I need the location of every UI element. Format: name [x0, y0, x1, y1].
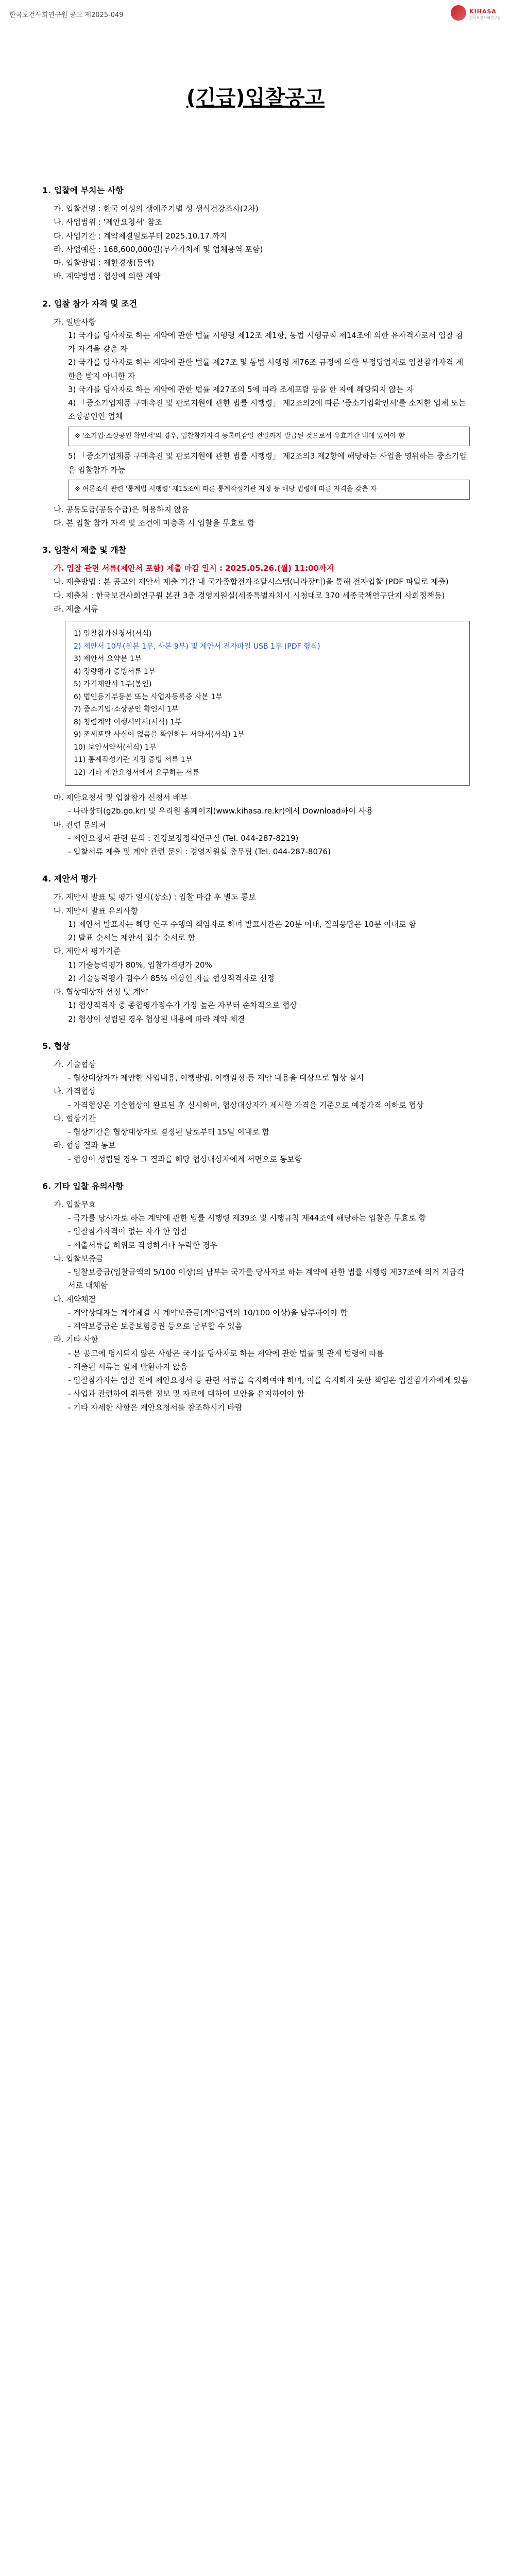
- s5-item: - 협상대상자가 제안한 사업내용, 이행방법, 이행일정 등 제안 내용을 대상으로 협상 실시: [68, 1073, 364, 1083]
- section-3-title: 3. 입찰서 제출 및 개찰: [42, 545, 127, 555]
- s3-item: 바. 관련 문의처: [54, 820, 106, 829]
- s6-item: - 제출된 서류는 일체 반환하지 않음: [68, 1362, 188, 1371]
- s1-item: 나. 사업범위 : '제안요청서' 참조: [54, 217, 163, 227]
- section-6-title: 6. 기타 입찰 유의사항: [42, 1181, 124, 1191]
- list-item: 3) 제안서 요약본 1부: [74, 655, 142, 664]
- s4-item: 2) 기술능력평가 점수가 85% 이상인 자를 협상적격자로 선정: [68, 973, 275, 983]
- s2-item: 다. 본 입찰 참가 자격 및 조건에 미충족 시 입찰을 무효로 함: [54, 518, 255, 528]
- s5-item: 가. 기술협상: [54, 1059, 96, 1069]
- s2-item: 2) 국가를 당사자로 하는 계약에 관한 법률 제27조 및 동법 시행령 제76조 규정에 의한 부정당업자로 입찰참가자격 제한을 받지 아니한 자: [68, 358, 464, 381]
- s3-contact: - 입찰서류 제출 및 계약 관련 문의 : 경영지원실 총무팀 (Tel. 044-287-8076): [68, 847, 331, 857]
- s2-item: 5) 「중소기업제품 구매촉진 및 판로지원에 관한 법률 시행령」 제2조의3 제2항에 해당하는 사업을 영위하는 중소기업은 입찰참가 가능: [68, 451, 467, 474]
- logo-sub: 한국보건사회연구원: [469, 15, 501, 20]
- s6-item: - 국가를 당사자로 하는 계약에 관한 법률 시행령 제39조 및 시행규칙 제44조에 해당하는 입찰은 무효로 함: [68, 1213, 426, 1223]
- s4-item: 2) 협상이 성립된 경우 협상된 내용에 따라 계약 체결: [68, 1014, 245, 1024]
- s2-item: 가. 일반사항: [54, 317, 96, 327]
- s6-item: - 입찰참가자격이 없는 자가 한 입찰: [68, 1227, 188, 1236]
- s6-item: - 계약상대자는 계약체결 시 계약보증금(계약금액의 10/100 이상)을 납부하여야 함: [68, 1308, 348, 1317]
- s4-item: 다. 제안서 평가기준: [54, 946, 121, 956]
- list-item: 7) 중소기업·소상공인 확인서 1부: [74, 705, 179, 714]
- section-5-title: 5. 협상: [42, 1041, 70, 1051]
- s6-item: 가. 입찰무효: [54, 1199, 96, 1209]
- s2-note-box: ※ '소기업·소상공인 확인서'의 경우, 입찰참가자격 등록마감일 전일까지 발급된 것으로서 유효기간 내에 있어야 함: [68, 427, 470, 447]
- s4-item: 1) 기술능력평가 80%, 입찰가격평가 20%: [68, 960, 212, 970]
- logo-brand: KIHASA: [469, 8, 497, 15]
- s3-item: - 나라장터(g2b.go.kr) 및 우리원 홈페이지(www.kihasa.re.kr)에서 Download하여 사용: [68, 806, 373, 816]
- list-item: 5) 가격제안서 1부(봉인): [74, 680, 152, 689]
- list-item: 9) 조세포탈 사실이 없음을 확인하는 서약서(서식) 1부: [74, 731, 245, 739]
- list-item: 12) 기타 제안요청서에서 요구하는 서류: [74, 768, 199, 777]
- s5-item: 나. 가격협상: [54, 1087, 96, 1096]
- s4-item: 1) 협상적격자 중 종합평가점수가 가장 높은 자부터 순차적으로 협상: [68, 1001, 297, 1010]
- s5-item: - 가격협상은 기술협상이 완료된 후 실시하며, 협상대상자가 제시한 가격을 기준으로 예정가격 이하로 협상: [68, 1100, 424, 1110]
- list-item: 8) 청렴계약 이행서약서(서식) 1부: [74, 718, 182, 726]
- list-item: 10) 보안서약서(서식) 1부: [74, 743, 157, 752]
- s1-item: 라. 사업예산 : 168,600,000원(부가가치세 및 업체용역 포함): [54, 244, 263, 254]
- s1-item: 마. 입찰방법 : 제한경쟁(동액): [54, 258, 155, 267]
- s6-item: - 계약보증금은 보증보험증권 등으로 납부할 수 있음: [68, 1321, 243, 1331]
- document-body: [42, 170, 470, 1414]
- s4-item: 2) 발표 순서는 제안서 접수 순서로 함: [68, 933, 195, 943]
- s4-item: 가. 제안서 발표 및 평가 일시(장소) : 입찰 마감 후 별도 통보: [54, 892, 256, 902]
- s3-deadline: 가. 입찰 관련 서류(제안서 포함) 제출 마감 일시 : 2025.05.26.(월) 11:00까지: [54, 564, 334, 573]
- s2-item: 4) 「중소기업제품 구매촉진 및 판로지원에 관한 법률 시행령」 제2조의2에 따른 '중소기업확인서'를 소지한 업체 또는 소상공인인 업체: [68, 398, 466, 421]
- list-item: 11) 통계작성기관 지정 증빙 서류 1부: [74, 756, 193, 765]
- s6-item: - 본 공고에 명시되지 않은 사항은 국가를 당사자로 하는 계약에 관한 법률 및 관계 법령에 따름: [68, 1348, 384, 1358]
- s5-item: - 협상이 성립된 경우 그 결과를 해당 협상대상자에게 서면으로 통보함: [68, 1154, 302, 1164]
- notice-number: 한국보건사회연구원 공고 제2025-049: [9, 11, 124, 19]
- s3-document-list: [65, 621, 470, 786]
- s1-item: 다. 사업기간 : 계약체결일로부터 2025.10.17.까지: [54, 231, 227, 241]
- s5-item: 다. 협상기간: [54, 1113, 96, 1123]
- s6-item: 다. 계약체결: [54, 1294, 96, 1304]
- s3-item: 마. 제안요청서 및 입찰참가 신청서 배부: [54, 793, 188, 803]
- section-2-title: 2. 입찰 참가 자격 및 조건: [42, 298, 138, 309]
- page-title: (긴급)입찰공고: [186, 86, 325, 110]
- s4-item: 라. 협상대상자 선정 및 계약: [54, 987, 148, 997]
- s6-item: - 입찰보증금(입찰금액의 5/100 이상)의 납부는 국가를 당사자로 하는 계약에 관한 법률 시행령 제37조에 의거 지급각서로 대체함: [68, 1267, 465, 1291]
- s3-item: 라. 제출 서류: [54, 604, 98, 614]
- list-item: 2) 제안서 10부(원본 1부, 사본 9부) 및 제안서 전자파일 USB 1부 (PDF 형식): [74, 642, 320, 651]
- s6-item: - 제출서류를 허위로 작성하거나 누락한 경우: [68, 1240, 218, 1250]
- s4-item: 1) 제안서 발표자는 해당 연구 수행의 책임자로 하며 발표시간은 20분 이내, 질의응답은 10분 이내로 함: [68, 919, 416, 929]
- s5-item: - 협상기간은 협상대상자로 결정된 날로부터 15일 이내로 함: [68, 1127, 270, 1137]
- s6-item: - 사업과 관련하여 취득한 정보 및 자료에 대하여 보안을 유지하여야 함: [68, 1389, 304, 1399]
- logo: [451, 5, 501, 21]
- section-4-title: 4. 제안서 평가: [42, 874, 97, 884]
- list-item: 4) 정량평가 증빙서류 1부: [74, 667, 156, 676]
- list-item: 6) 법인등기부등본 또는 사업자등록증 사본 1부: [74, 692, 223, 701]
- s2-note-box: ※ 여론조사 관련 '통계법 시행령' 제15조에 따른 통계작성기관 지정 등 해당 법령에 따른 자격을 갖춘 자: [68, 480, 470, 500]
- s2-item: 3) 국가를 당사자로 하는 계약에 관한 법률 제27조의 5에 따라 조세포탈 등을 한 자에 해당되지 않는 자: [68, 384, 414, 394]
- s3-item: 다. 제출처 : 한국보건사회연구원 본관 3층 경영지원실(세종특별자치시 시청대로 370 세종국책연구단지 사회정책동): [54, 590, 445, 600]
- s1-item: 바. 계약방법 : 협상에 의한 계약: [54, 272, 161, 281]
- s6-item: - 기타 자세한 사항은 제안요청서를 참조하시기 바람: [68, 1402, 243, 1412]
- s5-item: 라. 협상 결과 통보: [54, 1141, 116, 1150]
- s3-contact: - 제안요청서 관련 문의 : 건강보장정책연구실 (Tel. 044-287-8219): [68, 833, 299, 843]
- s6-item: 라. 기타 사항: [54, 1335, 98, 1345]
- s1-item: 가. 입찰건명 : 한국 여성의 생애주기별 성 생식건강조사(2차): [54, 204, 259, 213]
- section-1-title: 1. 입찰에 부치는 사항: [42, 185, 124, 195]
- s6-item: 나. 입찰보증금: [54, 1253, 104, 1263]
- s3-item: 나. 제출방법 : 본 공고의 제안서 제출 기간 내 국가종합전자조달시스템(나라장터)을 통해 전자입찰 (PDF 파일로 제출): [54, 577, 449, 587]
- s2-item: 나. 공동도급(공동수급)은 허용하지 않음: [54, 504, 189, 514]
- logo-mark-icon: [451, 5, 466, 21]
- s2-item: 1) 국가를 당사자로 하는 계약에 관한 법률 시행령 제12조 제1항, 동법 시행규칙 제14조에 의한 유자격자로서 입찰 참가 자격을 갖춘 자: [68, 330, 464, 353]
- list-item: 1) 입찰참가신청서(서식): [74, 630, 152, 638]
- s4-item: 나. 제안서 발표 유의사항: [54, 906, 138, 916]
- s6-item: - 입찰참가자는 입찰 전에 제안요청서 등 관련 서류를 숙지하여야 하며, 이를 숙지하지 못한 책임은 입찰참가자에게 있음: [68, 1376, 469, 1385]
